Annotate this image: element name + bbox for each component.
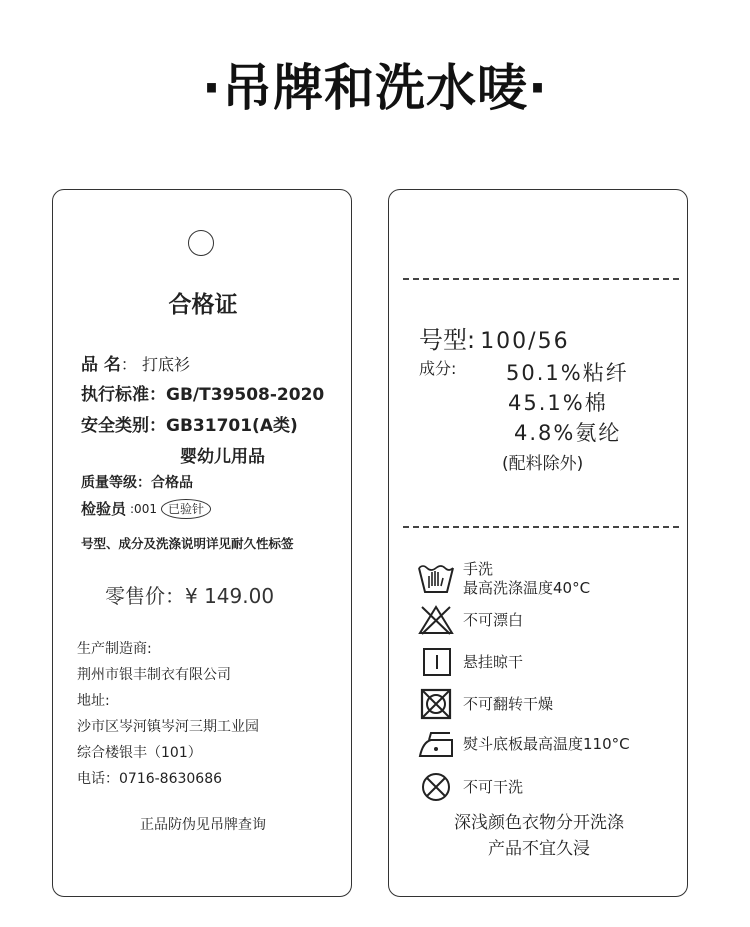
care-text: 熨斗底板最高温度110°C	[463, 734, 630, 753]
divider-bottom	[403, 526, 679, 528]
care-line: 最高洗涤温度40°C	[463, 579, 591, 597]
hang-dry-icon	[417, 646, 455, 678]
care-text	[463, 560, 590, 598]
product-name-label: 品 名	[81, 355, 121, 375]
care-row-no-bleach	[417, 604, 523, 636]
price-label: 零售价：	[105, 584, 185, 608]
label-footer-line1: 深浅颜色衣物分开洗涤	[454, 813, 624, 833]
no-dry-clean-icon	[417, 770, 455, 804]
safety-row	[81, 411, 298, 436]
care-row-iron	[417, 728, 630, 760]
label-footer	[389, 810, 689, 862]
standard-value: ：GB/T39508-2020	[149, 385, 325, 405]
care-row-hand-wash	[417, 560, 590, 598]
certificate-title: 合格证	[168, 292, 238, 318]
maker-name: 荆州市银丰制衣有限公司	[77, 667, 231, 683]
maker-label: 生产制造商:	[77, 641, 152, 657]
inspector-label: 检验员	[81, 500, 127, 518]
product-name-row	[81, 350, 190, 375]
safety-label: 安全类别	[81, 416, 149, 436]
size-label: 号型:	[419, 326, 476, 354]
no-tumble-dry-icon	[417, 687, 455, 721]
inspector-row	[81, 498, 211, 519]
care-line: 手洗	[463, 560, 494, 578]
standard-label: 执行标准	[81, 385, 149, 405]
care-text: 不可漂白	[463, 610, 524, 629]
phone-text: 电话：0716-8630686	[77, 771, 223, 787]
care-text: 不可干洗	[463, 777, 524, 796]
hang-tag-card	[52, 189, 352, 897]
hand-wash-icon	[417, 562, 455, 596]
composition-note: (配料除外)	[502, 454, 584, 474]
care-text: 不可翻转干燥	[463, 694, 554, 713]
page-title: ·吊牌和洗水唛·	[202, 59, 548, 117]
iron-icon	[417, 728, 455, 760]
price-row	[105, 580, 274, 609]
care-row-no-tumble-dry	[417, 687, 553, 721]
size-value: 100/56	[480, 329, 570, 354]
tag-footer: 正品防伪见吊牌查询	[140, 817, 266, 833]
safety-value: ：GB31701(A类)	[149, 416, 298, 436]
address-line2: 综合楼银丰（101）	[77, 745, 202, 761]
quality-row	[81, 472, 193, 492]
quality-value: ：合格品	[137, 475, 193, 491]
inspector-stamp: 已验针	[161, 499, 211, 519]
composition-item: 4.8%氨纶	[514, 421, 622, 445]
label-footer-line2: 产品不宜久浸	[488, 839, 590, 859]
notice-text: 号型、成分及洗涤说明详见耐久性标签	[81, 536, 294, 551]
composition-item: 45.1%棉	[508, 391, 608, 415]
safety-note: 婴幼儿用品	[180, 447, 265, 467]
care-text: 悬挂晾干	[463, 652, 524, 671]
price-value: ¥ 149.00	[185, 584, 275, 608]
tag-hole	[188, 230, 214, 256]
address-label: 地址:	[77, 693, 110, 709]
divider-top	[403, 278, 679, 280]
size-row	[419, 320, 570, 355]
composition-list	[506, 358, 629, 448]
standard-row	[81, 380, 324, 405]
care-row-hang-dry	[417, 646, 523, 678]
product-name-value: ： 打底衫	[120, 355, 191, 374]
composition-item: 50.1%粘纤	[506, 361, 629, 385]
maker-block	[77, 636, 259, 792]
quality-label: 质量等级	[81, 475, 137, 491]
no-bleach-icon	[417, 604, 455, 636]
composition-label: 成分:	[419, 359, 457, 378]
inspector-value: :001	[130, 501, 157, 516]
care-row-no-dry-clean	[417, 770, 523, 804]
address-line1: 沙市区岑河镇岑河三期工业园	[77, 719, 259, 735]
care-label-card	[388, 189, 688, 897]
